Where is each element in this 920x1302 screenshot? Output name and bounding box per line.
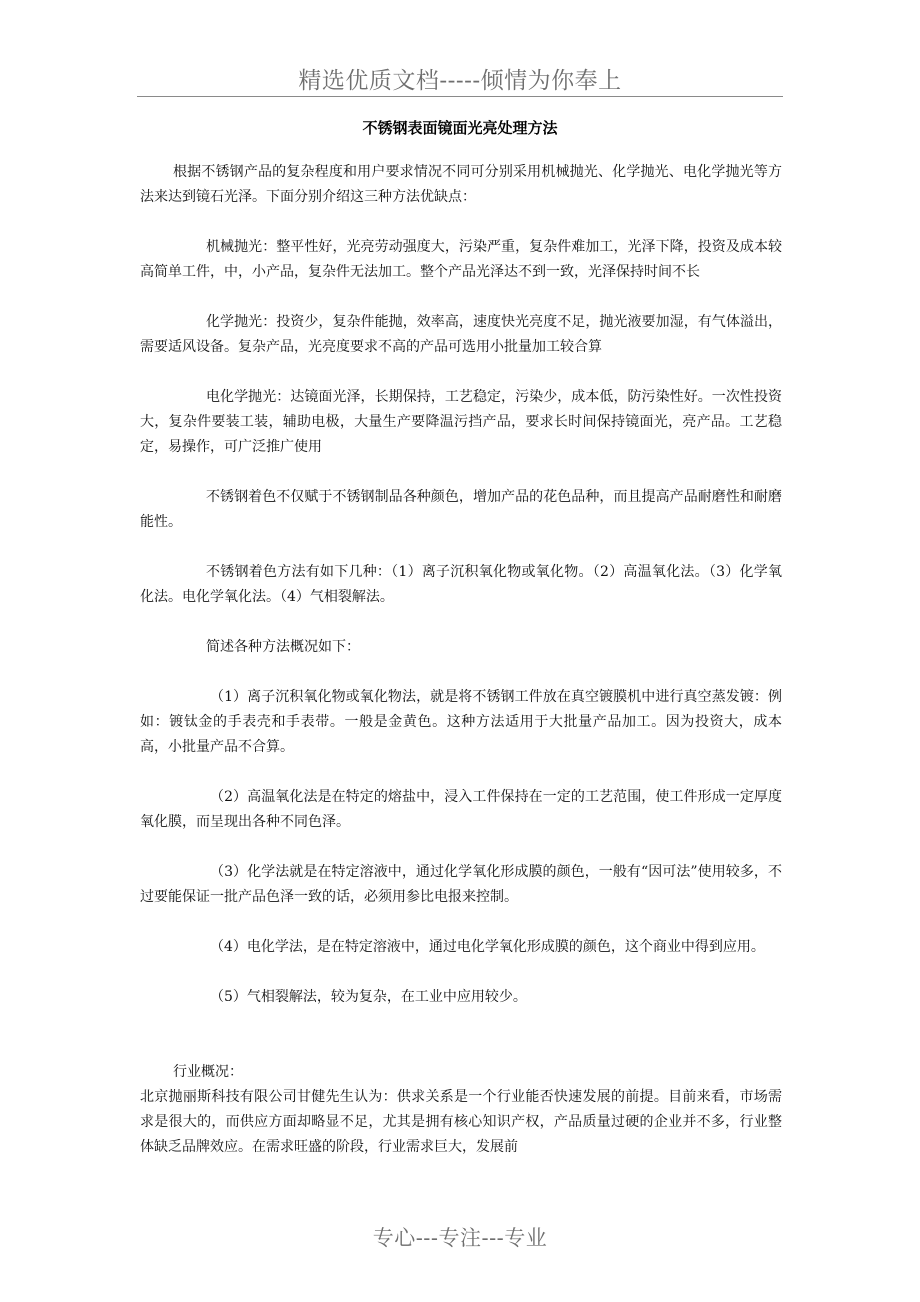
paragraph-chemical-polishing: 化学抛光：投资少，复杂件能抛，效率高，速度快光亮度不足，抛光液要加湿，有气体溢出，需要适风设备。复杂产品，光亮度要求不高的产品可选用小批量加工较合算 [140, 314, 782, 355]
paragraph-industry: 北京抛丽斯科技有限公司甘健先生认为：供求关系是一个行业能否快速发展的前提。目前来看，市场需求是很大的，而供应方面却略显不足，尤其是拥有核心知识产权，产品质量过硬的企业并不多，行业整体缺乏品牌效应。在需求旺盛的阶段，行业需求巨大，发展前 [140, 1089, 782, 1155]
paragraph-method-5: （5）气相裂解法，较为复杂，在工业中应用较少。 [210, 989, 527, 1005]
paragraph-mechanical-polishing: 机械抛光：整平性好，光亮劳动强度大，污染严重，复杂件难加工，光泽下降，投资及成本较高简单工件，中，小产品，复杂件无法加工。整个产品光泽达不到一致，光泽保持时间不长 [140, 239, 782, 280]
paragraph-method-4: （4）电化学法，是在特定溶液中，通过电化学氧化形成膜的颜色，这个商业中得到应用。 [210, 939, 765, 955]
paragraph-overview-lead: 简述各种方法概况如下： [206, 639, 360, 655]
page-footer: 专心---专注---专业 [372, 1226, 548, 1250]
paragraph-method-1: （1）离子沉积氧化物或氧化物法，就是将不锈钢工件放在真空镀膜机中进行真空蒸发镀：例如：镀钛金的手表壳和手表带。一般是金黄色。这种方法适用于大批量产品加工。因为投资大，成本高，小批量产品不合算。 [140, 689, 782, 755]
paragraph-coloring-methods: 不锈钢着色方法有如下几种：（1）离子沉积氧化物或氧化物。（2）高温氧化法。（3）化学氧化法。电化学氧化法。（4）气相裂解法。 [140, 564, 782, 605]
paragraph-method-3: （3）化学法就是在特定溶液中，通过化学氧化形成膜的颜色，一般有“因可法”使用较多，不过要能保证一批产品色泽一致的话，必须用参比电报来控制。 [140, 864, 782, 905]
paragraph-method-2: （2）高温氧化法是在特定的熔盐中，浸入工件保持在一定的工艺范围，使工件形成一定厚度氧化膜，而呈现出各种不同色泽。 [140, 789, 782, 830]
page-header: 精选优质文档-----倾情为你奉上 [298, 68, 622, 94]
header-divider [137, 96, 783, 97]
document-title: 不锈钢表面镜面光亮处理方法 [362, 119, 558, 137]
paragraph-coloring-intro: 不锈钢着色不仅赋于不锈钢制品各种颜色，增加产品的花色品种，而且提高产品耐磨性和耐磨能性。 [140, 489, 782, 530]
document-body [140, 160, 782, 1160]
paragraph-intro: 根据不锈钢产品的复杂程度和用户要求情况不同可分别采用机械抛光、化学抛光、电化学抛光等方法来达到镜石光泽。下面分别介绍这三种方法优缺点： [140, 164, 782, 205]
industry-heading: 行业概况： [173, 1064, 243, 1080]
paragraph-electrochemical-polishing: 电化学抛光：达镜面光泽，长期保持，工艺稳定，污染少，成本低，防污染性好。一次性投资大，复杂件要装工装，辅助电极，大量生产要降温污挡产品，要求长时间保持镜面光，亮产品。工艺稳定，易操作，可广泛推广使用 [140, 389, 782, 455]
